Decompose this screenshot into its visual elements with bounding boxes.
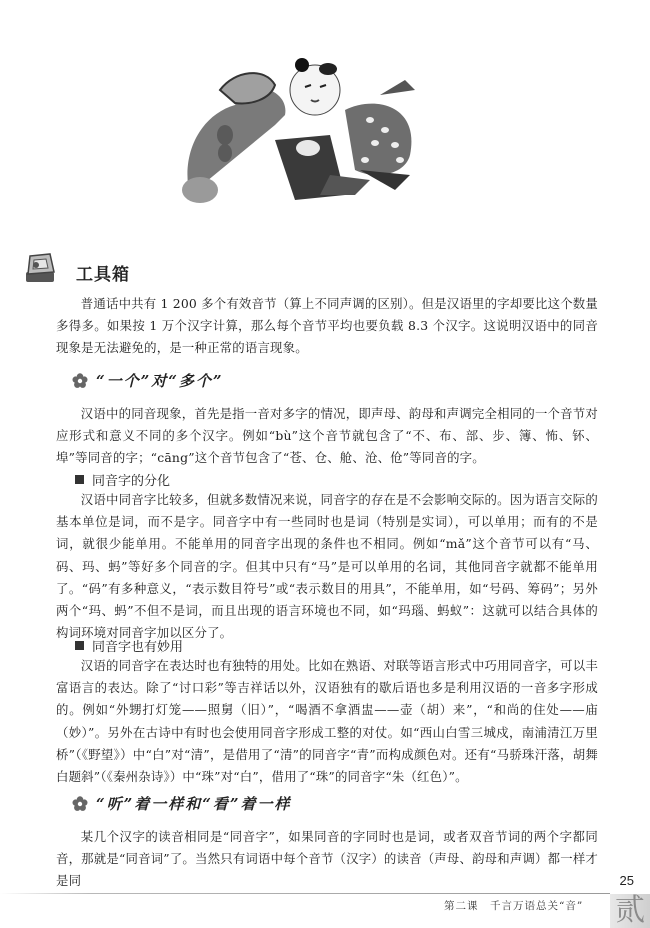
section-title-text: “一个”对“多个” (96, 372, 224, 390)
footer-divider (0, 893, 610, 894)
subsection-differentiation-paragraph: 汉语中同音字比较多，但就多数情况来说，同音字的存在是不会影响交际的。因为语言交际的基本单位是词，而不是字。同音字中有一些同时也是词（特别是实词），可以单用；而有的不是词，就很少能单用。不能单用的同音字出现的条件也不相同。例如“mǎ”这个音节可以有“马、码、玛、蚂”等好多个同音的字。但其中只有“马”是可以单用的名词，其他同音字就都不能单用了。“码”有多种意义，“表示数目符号”或“表示数目的用具”，不能单用，如“号码、筹码”；另外两个“玛、蚂”不但不是词，而且出现的语言环境也不同，如“玛瑙、蚂蚁”：这就可以结合具体的构词环境对同音字加以区分了。 (56, 492, 598, 641)
subsection-clever-use-paragraph: 汉语的同音字在表达时也有独特的用处。比如在熟语、对联等语言形式中巧用同音字，可以丰富语言的表达。除了“讨口彩”等吉祥话以外，汉语独有的歇后语也多是利用汉语的一音多字形成的。例如“外甥打灯笼——照舅（旧）”，“喝酒不拿酒盅——壶（胡）来”，“和尚的住处——庙（妙）”。另外在古诗中有时也会使用同音字形成工整的对仗。如“西山白雪三城戍，南浦清江万里桥”（《野望》）中“白”对“清”，是借用了“清”的同音字“青”而构成颜色对。还有“马骄珠汗落，胡舞白题斜”（《秦州杂诗》）中“珠”对“白”，借用了“珠”的同音字“朱（红色）”。 (56, 658, 598, 785)
child-illustration-icon (180, 55, 445, 205)
square-bullet-icon (75, 475, 84, 484)
lesson-title: 第二课 千言万语总关“音” (444, 900, 584, 912)
subsection-title-text: 同音字也有妙用 (92, 640, 184, 655)
section-one-paragraph: 汉语中的同音现象，首先是指一音对多字的情况，即声母、韵母和声调完全相同的一个音节对应形式和意义不同的多个汉字。例如“bù”这个音节就包含了“不、布、部、步、簿、怖、钚、埠”等同音的字；“cāng”这个音节包含了“苍、仓、舱、沧、伧”等同音的字。 (56, 406, 598, 466)
toolbox-title: 工具箱 (76, 264, 130, 285)
flower-icon (72, 796, 88, 812)
page-number: 25 (619, 873, 634, 888)
subsection-title-text: 同音字的分化 (92, 474, 171, 489)
subsection-title-clever-use (75, 636, 183, 655)
toolbox-header (24, 250, 130, 286)
section-title-one-vs-many (72, 370, 224, 391)
chapter-tab-label: 贰 (615, 894, 645, 928)
child-illustration (180, 55, 445, 205)
intro-paragraph: 普通话中共有 1 200 多个有效音节（算上不同声调的区别）。但是汉语里的字却要比这个数量多得多。如果按 1 万个汉字计算，那么每个音节平均也要负载 8.3 个汉字。这说明汉语中的同音现象是无法避免的，是一种正常的语言现象。 (56, 296, 598, 356)
subsection-title-differentiation (75, 470, 170, 489)
flower-icon (72, 373, 88, 389)
section-title-text: “听”着一样和“看”着一样 (96, 795, 292, 813)
chapter-tab (610, 894, 650, 928)
square-bullet-icon (75, 641, 84, 650)
section-title-sounds-looks-same (72, 793, 292, 814)
toolbox-icon (24, 252, 58, 284)
section-two-paragraph: 某几个汉字的读音相同是“同音字”，如果同音的字同时也是词，或者双音节词的两个字都同音，那就是“同音词”了。当然只有词语中每个音节（汉字）的读音（声母、韵母和声调）都一样才是同 (56, 829, 598, 889)
